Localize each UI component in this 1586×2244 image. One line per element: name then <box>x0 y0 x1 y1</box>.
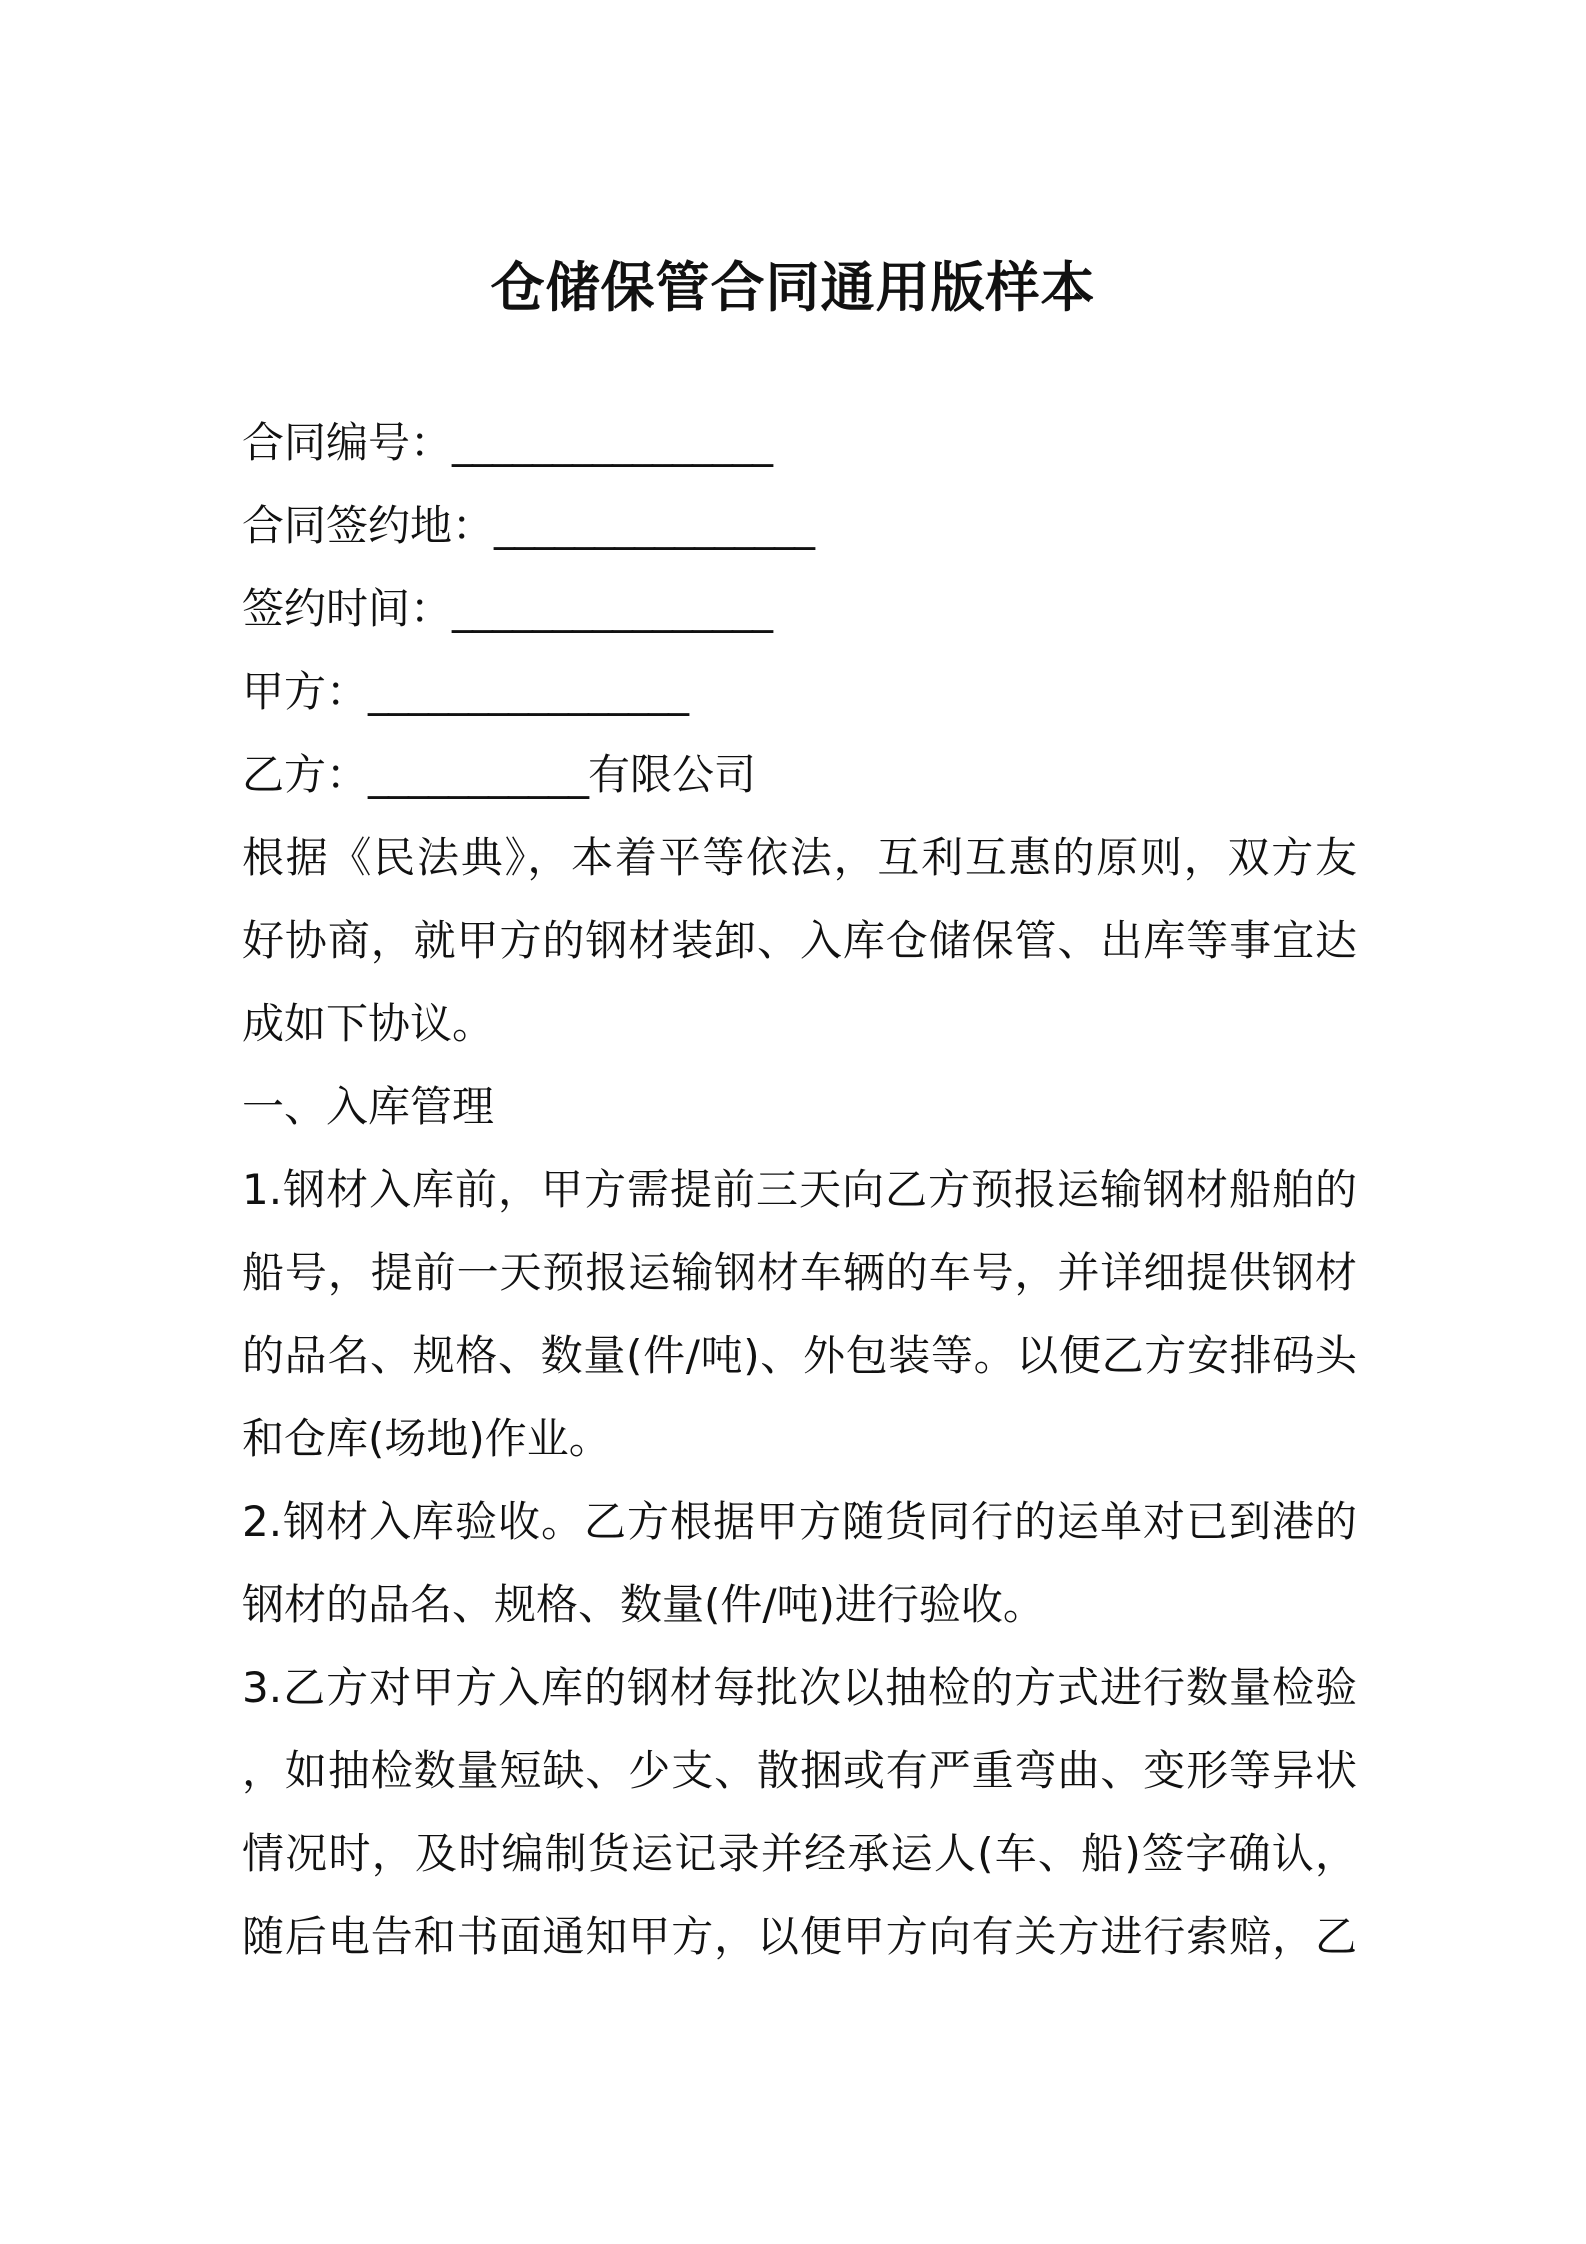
field-party-a <box>242 650 1357 733</box>
field-party-b <box>242 733 1357 816</box>
document-body <box>242 401 1357 1978</box>
field-suffix: 有限公司 <box>588 750 757 799</box>
field-label: 乙方： <box>242 750 369 799</box>
field-label: 签约时间： <box>242 584 453 633</box>
body-line: 的品名、规格、数量(件/吨)、外包装等。以便乙方安排码头 <box>242 1331 1357 1380</box>
field-label: 合同编号： <box>242 418 453 467</box>
body-line: 成如下协议。 <box>242 999 495 1048</box>
field-signing-time <box>242 567 1357 650</box>
field-blank: ________________ <box>452 584 773 633</box>
section-heading: 一、入库管理 <box>242 1082 495 1131</box>
body-line: ，如抽检数量短缺、少支、散捆或有严重弯曲、变形等异状 <box>242 1746 1357 1795</box>
body-line: 2.钢材入库验收。乙方根据甲方随货同行的运单对已到港的 <box>242 1497 1357 1546</box>
body-line: 钢材的品名、规格、数量(件/吨)进行验收。 <box>242 1580 1045 1629</box>
body-line: 根据《民法典》，本着平等依法，互利互惠的原则，双方友 <box>242 833 1357 882</box>
body-line: 好协商，就甲方的钢材装卸、入库仓储保管、出库等事宜达 <box>242 916 1357 965</box>
field-blank: ________________ <box>494 501 815 550</box>
field-signing-place <box>242 484 1357 567</box>
field-label: 合同签约地： <box>242 501 495 550</box>
body-line: 1.钢材入库前，甲方需提前三天向乙方预报运输钢材船舶的 <box>242 1165 1357 1214</box>
field-blank: ________________ <box>368 667 689 716</box>
body-line: 情况时，及时编制货运记录并经承运人(车、船)签字确认， <box>242 1829 1357 1878</box>
body-line: 和仓库(场地)作业。 <box>242 1414 611 1463</box>
body-line: 随后电告和书面通知甲方，以便甲方向有关方进行索赔，乙 <box>242 1912 1357 1961</box>
field-blank: ___________ <box>368 750 589 799</box>
body-line: 3.乙方对甲方入库的钢材每批次以抽检的方式进行数量检验 <box>242 1663 1357 1712</box>
body-line: 船号，提前一天预报运输钢材车辆的车号，并详细提供钢材 <box>242 1248 1357 1297</box>
field-contract-number <box>242 401 1357 484</box>
field-label: 甲方： <box>242 667 369 716</box>
document-title: 仓储保管合同通用版样本 <box>490 256 1096 319</box>
field-blank: ________________ <box>452 418 773 467</box>
